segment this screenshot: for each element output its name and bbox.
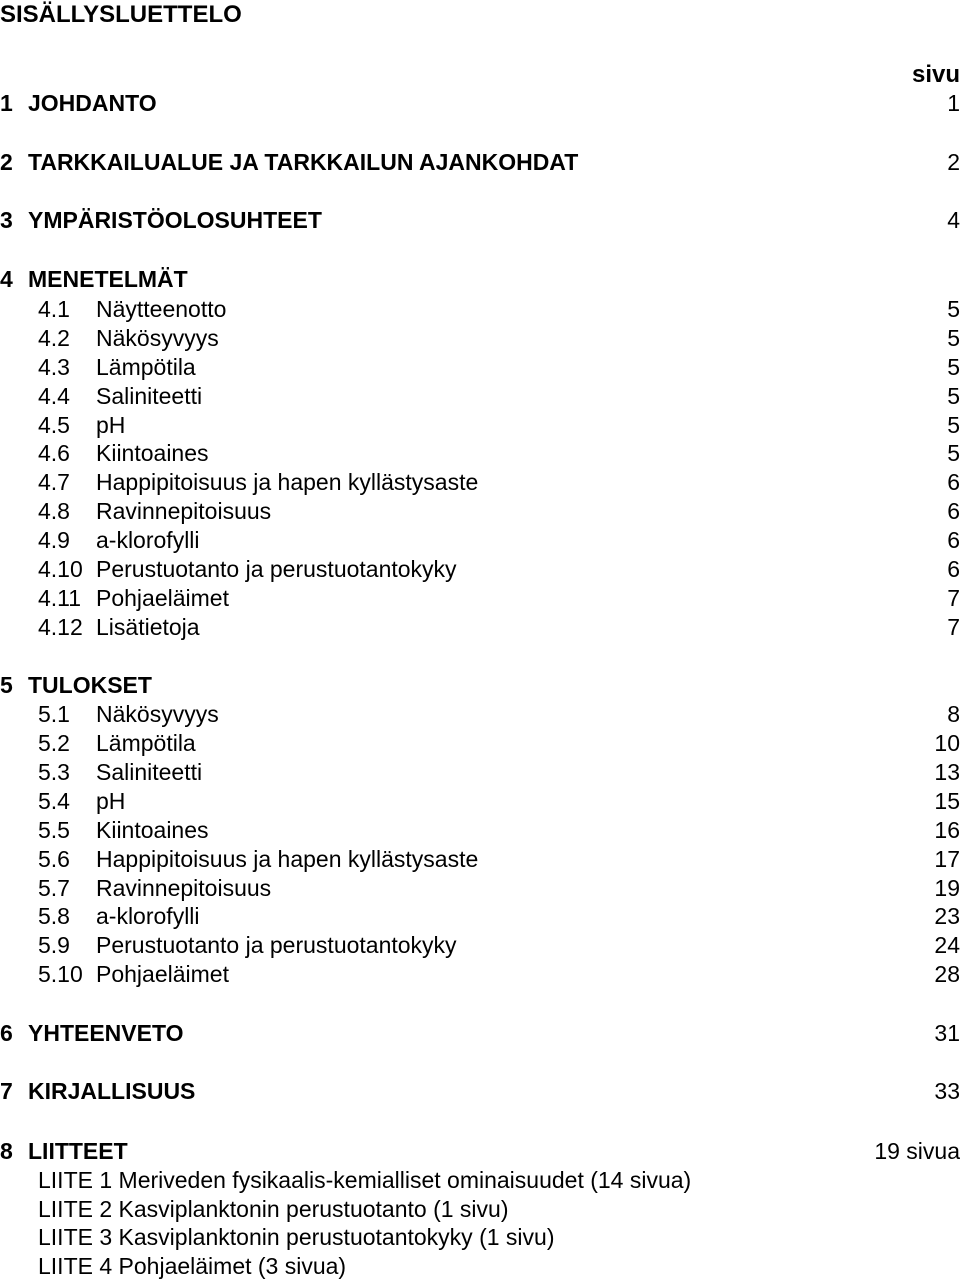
- toc-label: Kiintoaines: [96, 817, 209, 843]
- toc-page: 7: [947, 614, 960, 640]
- toc-number: 4.4: [38, 383, 70, 409]
- toc-number: 4.1: [38, 296, 70, 322]
- toc-page: 5: [947, 296, 960, 322]
- toc-page: 6: [947, 469, 960, 495]
- toc-label: Happipitoisuus ja hapen kyllästysaste: [96, 846, 479, 872]
- page-column-header: sivu: [911, 61, 960, 88]
- toc-page: 23: [934, 903, 960, 929]
- toc-page: 28: [934, 961, 960, 987]
- toc-section-2[interactable]: [0, 147, 960, 177]
- toc-number: 5.10: [38, 961, 83, 987]
- toc-number: 5.3: [38, 759, 70, 785]
- toc-number: 8: [0, 1138, 13, 1164]
- toc-label: Saliniteetti: [96, 759, 203, 785]
- toc-page: 5: [947, 325, 960, 351]
- toc-number: 2: [0, 149, 13, 175]
- toc-number: 1: [0, 90, 13, 116]
- toc-label: TULOKSET: [28, 672, 152, 698]
- toc-page: 5: [947, 412, 960, 438]
- toc-number: 7: [0, 1078, 13, 1104]
- toc-page: 15: [934, 788, 960, 814]
- toc-section-4[interactable]: [0, 264, 960, 294]
- toc-page: 7: [947, 585, 960, 611]
- toc-page: 5: [947, 440, 960, 466]
- toc-number: 4.7: [38, 469, 70, 495]
- attachment-label: LIITE 2 Kasviplanktonin perustuotanto (1 sivu): [38, 1196, 509, 1222]
- toc-section-1[interactable]: [0, 88, 960, 118]
- toc-number: 4.9: [38, 527, 70, 553]
- toc-subsection[interactable]: [0, 930, 960, 960]
- page-title: SISÄLLYSLUETTELO: [0, 1, 242, 28]
- toc-subsection[interactable]: [0, 815, 960, 845]
- toc-subsection[interactable]: [0, 438, 960, 468]
- toc-label: YHTEENVETO: [28, 1020, 184, 1046]
- toc-label: Perustuotanto ja perustuotantokyky: [96, 556, 457, 582]
- attachment-item[interactable]: [0, 1251, 960, 1281]
- toc-section-7[interactable]: [0, 1076, 960, 1106]
- toc-number: 6: [0, 1020, 13, 1046]
- attachment-item[interactable]: [0, 1222, 960, 1252]
- toc-subsection[interactable]: [0, 323, 960, 353]
- toc-subsection[interactable]: [0, 496, 960, 526]
- toc-number: 4.12: [38, 614, 83, 640]
- toc-subsection[interactable]: [0, 583, 960, 613]
- toc-number: 3: [0, 207, 13, 233]
- toc-label: Happipitoisuus ja hapen kyllästysaste: [96, 469, 479, 495]
- toc-subsection[interactable]: [0, 728, 960, 758]
- toc-page: 19: [934, 875, 960, 901]
- toc-page: 1: [947, 90, 960, 116]
- toc-subsection[interactable]: [0, 844, 960, 874]
- toc-section-5[interactable]: [0, 670, 960, 700]
- toc-label: Lämpötila: [96, 354, 196, 380]
- toc-subsection[interactable]: [0, 410, 960, 440]
- toc-subsection[interactable]: [0, 757, 960, 787]
- toc-subsection[interactable]: [0, 873, 960, 903]
- toc-label: pH: [96, 412, 126, 438]
- toc-label: Ravinnepitoisuus: [96, 498, 272, 524]
- toc-number: 4.8: [38, 498, 70, 524]
- toc-page: 5: [947, 383, 960, 409]
- toc-page: 5: [947, 354, 960, 380]
- toc-page: 4: [947, 207, 960, 233]
- toc-label: Saliniteetti: [96, 383, 203, 409]
- toc-page: 6: [947, 498, 960, 524]
- toc-page: 6: [947, 527, 960, 553]
- toc-page: 31: [934, 1020, 960, 1046]
- toc-section-6[interactable]: [0, 1018, 960, 1048]
- attachment-item[interactable]: [0, 1165, 960, 1195]
- toc-label: Näkösyvyys: [96, 325, 219, 351]
- toc-number: 5.4: [38, 788, 70, 814]
- toc-label: Ravinnepitoisuus: [96, 875, 272, 901]
- attachment-item[interactable]: [0, 1194, 960, 1224]
- toc-label: Perustuotanto ja perustuotantokyky: [96, 932, 457, 958]
- toc-label: Näkösyvyys: [96, 701, 219, 727]
- toc-label: a-klorofylli: [96, 903, 200, 929]
- toc-number: 4.11: [38, 585, 82, 611]
- toc-label: JOHDANTO: [28, 90, 157, 116]
- toc-label: pH: [96, 788, 126, 814]
- attachment-label: LIITE 1 Meriveden fysikaalis-kemialliset ominaisuudet (14 sivua): [38, 1167, 692, 1193]
- toc-subsection[interactable]: [0, 525, 960, 555]
- toc-number: 5: [0, 672, 13, 698]
- toc-label: LIITTEET: [28, 1138, 128, 1164]
- toc-number: 4.6: [38, 440, 70, 466]
- toc-label: YMPÄRISTÖOLOSUHTEET: [28, 207, 322, 233]
- toc-page: 13: [934, 759, 960, 785]
- toc-subsection[interactable]: [0, 901, 960, 931]
- toc-number: 4.3: [38, 354, 70, 380]
- toc-label: TARKKAILUALUE JA TARKKAILUN AJANKOHDAT: [28, 149, 579, 175]
- toc-number: 5.7: [38, 875, 70, 901]
- toc-number: 5.2: [38, 730, 70, 756]
- toc-subsection[interactable]: [0, 786, 960, 816]
- toc-label: Lämpötila: [96, 730, 196, 756]
- attachment-label: LIITE 3 Kasviplanktonin perustuotantokyky (1 sivu): [38, 1224, 555, 1250]
- toc-number: 5.5: [38, 817, 70, 843]
- toc-page: 33: [934, 1078, 960, 1104]
- toc-subsection[interactable]: [0, 554, 960, 584]
- toc-number: 4.10: [38, 556, 83, 582]
- toc-subsection[interactable]: [0, 294, 960, 324]
- toc-number: 4: [0, 266, 13, 292]
- toc-label: Näytteenotto: [96, 296, 227, 322]
- toc-page: 19 sivua: [874, 1138, 960, 1164]
- toc-label: Pohjaeläimet: [96, 585, 229, 611]
- toc-page: 10: [934, 730, 960, 756]
- toc-page: 6: [947, 556, 960, 582]
- toc-subsection[interactable]: [0, 959, 960, 989]
- toc-number: 5.8: [38, 903, 70, 929]
- toc-number: 4.2: [38, 325, 70, 351]
- toc-page: 24: [934, 932, 960, 958]
- toc-page: 2: [947, 149, 960, 175]
- toc-subsection[interactable]: [0, 381, 960, 411]
- toc-subsection[interactable]: [0, 699, 960, 729]
- toc-page: 16: [934, 817, 960, 843]
- toc-subsection[interactable]: [0, 467, 960, 497]
- toc-section-3[interactable]: [0, 205, 960, 235]
- toc-label: Pohjaeläimet: [96, 961, 229, 987]
- toc-number: 4.5: [38, 412, 70, 438]
- toc-page: 8: [947, 701, 960, 727]
- toc-label: Kiintoaines: [96, 440, 209, 466]
- attachment-label: LIITE 4 Pohjaeläimet (3 sivua): [38, 1253, 347, 1279]
- toc-subsection[interactable]: [0, 352, 960, 382]
- toc-label: a-klorofylli: [96, 527, 200, 553]
- toc-label: Lisätietoja: [96, 614, 200, 640]
- toc-number: 5.9: [38, 932, 70, 958]
- toc-label: MENETELMÄT: [28, 266, 188, 292]
- toc-subsection[interactable]: [0, 612, 960, 642]
- toc-section-8[interactable]: [0, 1136, 960, 1166]
- toc-page: 17: [934, 846, 960, 872]
- toc-number: 5.1: [38, 701, 70, 727]
- toc-number: 5.6: [38, 846, 70, 872]
- toc-label: KIRJALLISUUS: [28, 1078, 196, 1104]
